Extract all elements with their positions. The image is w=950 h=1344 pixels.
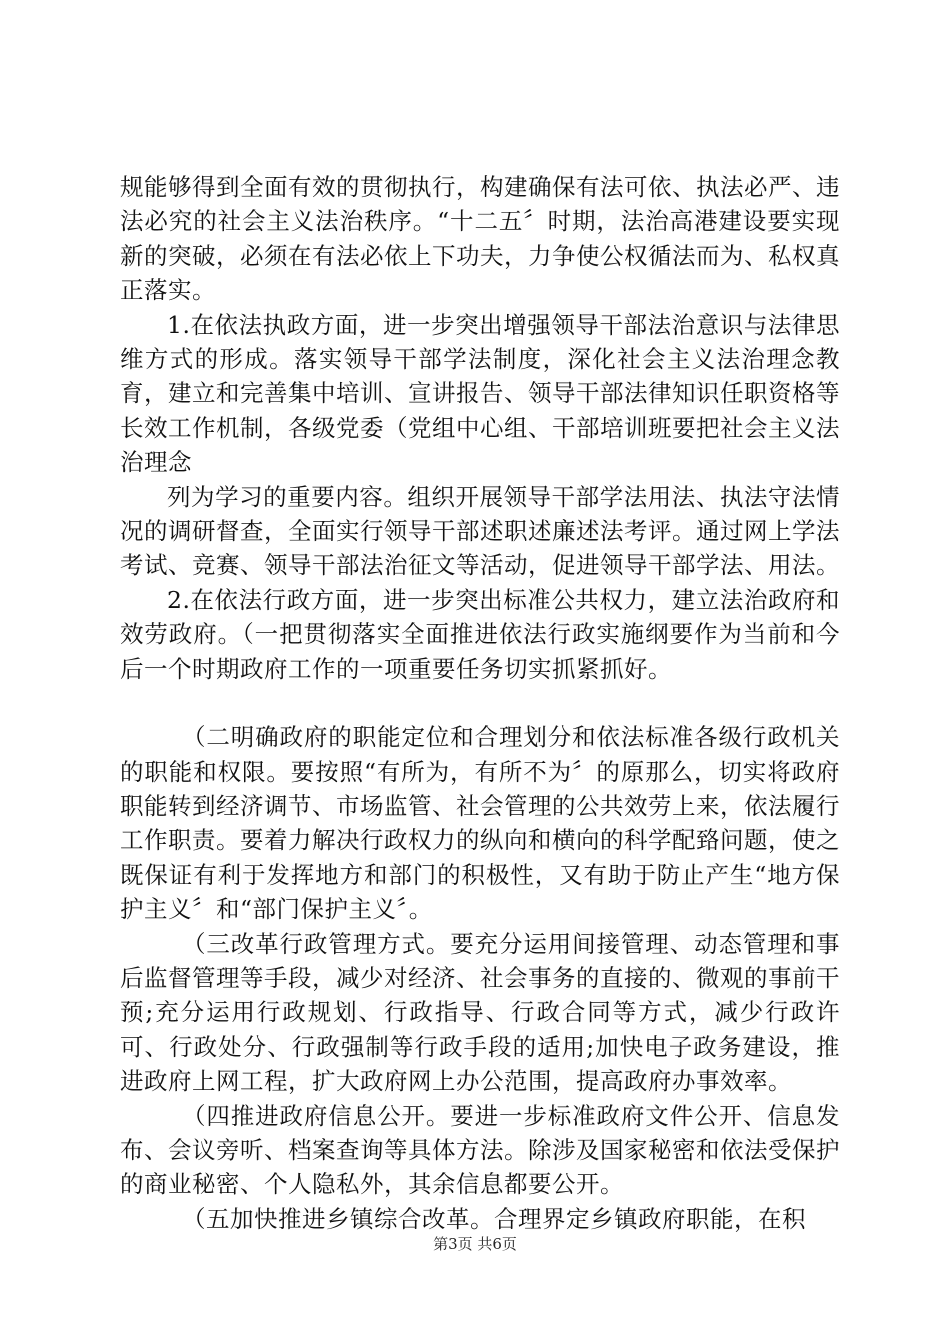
paragraph-sub-4: （四推进政府信息公开。要进一步标准政府文件公开、信息发布、会议旁听、档案查询等具体方法。除涉及国家秘密和依法受保护的商业秘密、个人隐私外，其余信息都要公开。 (120, 1101, 840, 1199)
paragraph-sub-2: （二明确政府的职能定位和合理划分和依法标准各级行政机关的职能和权限。要按照“有所为，有所不为〞的原那么，切实将政府职能转到经济调节、市场监管、社会管理的公共效劳上来，依法履行工作职责。要着力解决行政权力的纵向和横向的科学配臵问题，使之既保证有利于发挥地方和部门的积极性，又有助于防止产生“地方保护主义〞和“部门保护主义〞。 (120, 723, 840, 924)
paragraph-gap (120, 686, 840, 720)
paragraph-sub-3: （三改革行政管理方式。要充分运用间接管理、动态管理和事后监督管理等手段，减少对经济、社会事务的直接的、微观的事前干预;充分运用行政规划、行政指导、行政合同等方式，减少行政许可、行政处分、行政强制等行政手段的适用;加快电子政务建设，推进政府上网工程，扩大政府网上办公范围，提高政府办事效率。 (120, 929, 840, 1096)
paragraph-item-1-continued: 列为学习的重要内容。组织开展领导干部学法用法、执法守法情况的调研督查，全面实行领导干部述职述廉述法考评。通过网上学法考试、竞赛、领导干部法治征文等活动，促进领导干部学法、用法。 (120, 482, 840, 580)
page-number-footer: 第3页 共6页 (433, 1235, 517, 1253)
paragraph-item-1: 1.在依法执政方面，进一步突出增强领导干部法治意识与法律思维方式的形成。落实领导干部学法制度，深化社会主义法治理念教育，建立和完善集中培训、宣讲报告、领导干部法律知识任职资格等长效工作机制，各级党委（党组中心组、干部培训班要把社会主义法治理念 (120, 310, 840, 477)
paragraph-continuation: 规能够得到全面有效的贯彻执行，构建确保有法可依、执法必严、违法必究的社会主义法治秩序。“十二五〞时期，法治高港建设要实现新的突破，必须在有法必依上下功夫，力争使公权循法而为、私权真正落实。 (120, 173, 840, 305)
paragraph-item-2: 2.在依法行政方面，进一步突出标准公共权力，建立法治政府和效劳政府。（一把贯彻落实全面推进依法行政实施纲要作为当前和今后一个时期政府工作的一项重要任务切实抓紧抓好。 (120, 585, 840, 683)
paragraph-sub-5: （五加快推进乡镇综合改革。合理界定乡镇政府职能，在积 (182, 1204, 806, 1233)
document-body (120, 170, 840, 1236)
